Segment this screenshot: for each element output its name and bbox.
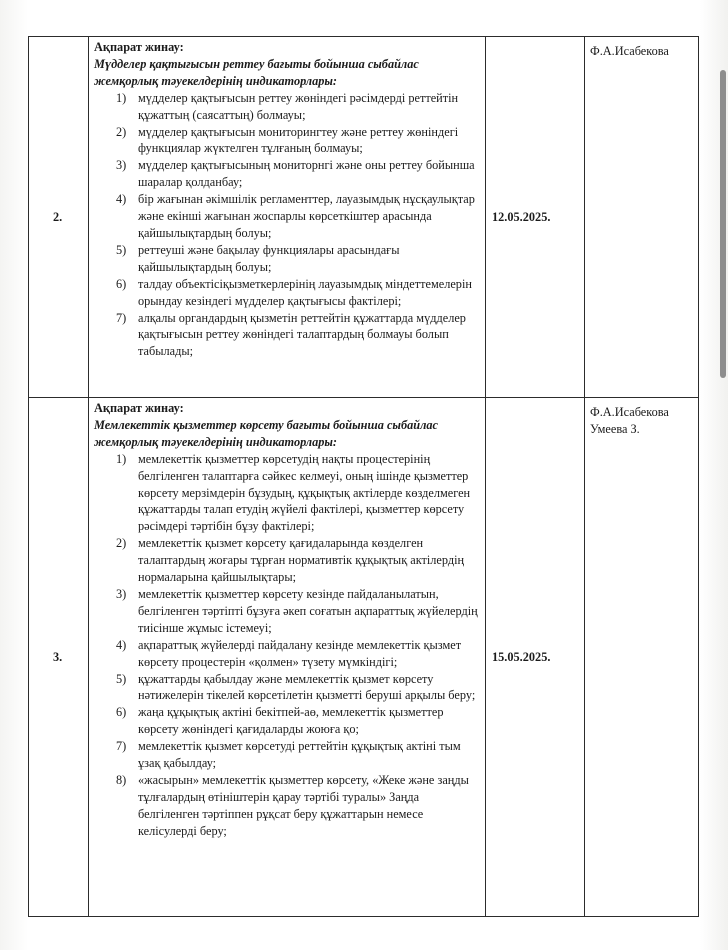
section-heading: Ақпарат жинау:	[94, 40, 184, 54]
section-subheading: Мүдделер қақтығысын реттеу бағыты бойынша сыбайлас жемқорлық тәуекелдерінің индикаторлары:	[94, 56, 419, 88]
list-item: 8) «жасырын» мемлекеттік қызметтер көрсету, «Жеке және заңды тұлғалардың өтініштерін қарау тәртібі туралы» Заңда белгіленген тәртіппен рұқсат беру құжаттарын немесе келісулерді беру;	[116, 772, 469, 838]
table-row	[29, 398, 699, 917]
indicator-list	[94, 451, 480, 840]
list-item: 1) мемлекеттік қызметтер көрсетудің нақты процестерінің белгіленген талаптарға сәйкес келмеуі, оның ішінде қызметтер көрсету мерзімдерін бұзудың, құқықтық актілерде көзделмеген құжаттарды талап етудің жүйелі фактілері, қызметтер көрсету рәсімдері тәртібін бұзу фактілері;	[116, 451, 471, 534]
list-item: 7) мемлекеттік қызмет көрсетуді реттейтін құқықтық актіні тым ұзақ қабылдау;	[116, 739, 461, 771]
list-item: 5) реттеуші және бақылау функциялары арасындағы қайшылықтардың болуы;	[116, 242, 400, 274]
list-item: 4) ақпараттық жүйелерді пайдалану кезінде мемлекеттік қызмет көрсету процестерін «қолмен» түзету мүмкіндігі;	[116, 637, 462, 669]
list-item: 6) жаңа құқықтық актіні бекітпей-аө, мемлекеттік қызметтер көрсету жөніндегі қағидаларды жоюға қо;	[116, 705, 444, 737]
vertical-scrollbar[interactable]	[720, 70, 726, 378]
responsible-person: Ф.А.Исабекова Умеева З.	[585, 398, 699, 917]
list-item: 2) мүдделер қақтығысын мониторингтеу және реттеу жөніндегі функциялар жүктелген тұлғаның болмауы;	[116, 124, 459, 156]
list-item: 1) мүдделер қақтығысын реттеу жөніндегі рәсімдерді реттейтін құжаттың (саясаттың) болмауы;	[116, 90, 459, 122]
plan-table	[28, 36, 699, 917]
table-row	[29, 37, 699, 398]
responsible-person: Ф.А.Исабекова	[585, 37, 699, 398]
row-number: 2.	[29, 37, 89, 398]
section-heading: Ақпарат жинау:	[94, 401, 184, 415]
indicator-list	[94, 90, 480, 361]
row-number: 3.	[29, 398, 89, 917]
deadline-date: 15.05.2025.	[486, 398, 585, 917]
list-item: 5) құжаттарды қабылдау және мемлекеттік қызмет көрсету нәтижелерін тікелей көрсетілетін қызметті беруші арқылы беру;	[116, 671, 476, 703]
list-item: 7) алқалы органдардың қызметін реттейтін құжаттарда мүдделер қақтығысын реттеу жөніндегі талаптардың болмауы болып табылады;	[116, 310, 466, 359]
list-item: 3) мемлекеттік қызметтер көрсету кезінде пайдаланылатын, белгіленген тәртіпті бұзуға әкеп соғатын ақпараттық жүйелердің тиісінше жұмыс істемеуі;	[116, 586, 478, 635]
section-subheading: Мемлекеттік қызметтер көрсету бағыты бойынша сыбайлас жемқорлық тәуекелдерінің индикаторлары:	[94, 417, 438, 449]
list-item: 4) бір жағынан әкімшілік регламенттер, лауазымдық нұсқаулықтар және екінші жағынан жоспарлы көрсеткіштер арасында қайшылықтардың болуы;	[116, 192, 475, 240]
list-item: 3) мүдделер қақтығысының мониторнгі және оны реттеу бойынша шаралар қолданбау;	[116, 158, 475, 190]
list-item: 6) талдау объектісіқызметкерлерінің лауазымдық міндеттемелерін орындау кезіндегі мүдделер қақтығысы фактілері;	[116, 276, 472, 308]
row-content	[89, 37, 486, 398]
deadline-date: 12.05.2025.	[486, 37, 585, 398]
list-item: 2) мемлекеттік қызмет көрсету қағидаларында көзделген талаптардың жоғары тұрған нормативтік құқықтық актілердің нормаларына қайшылықтары;	[116, 536, 465, 585]
row-content	[89, 398, 486, 917]
